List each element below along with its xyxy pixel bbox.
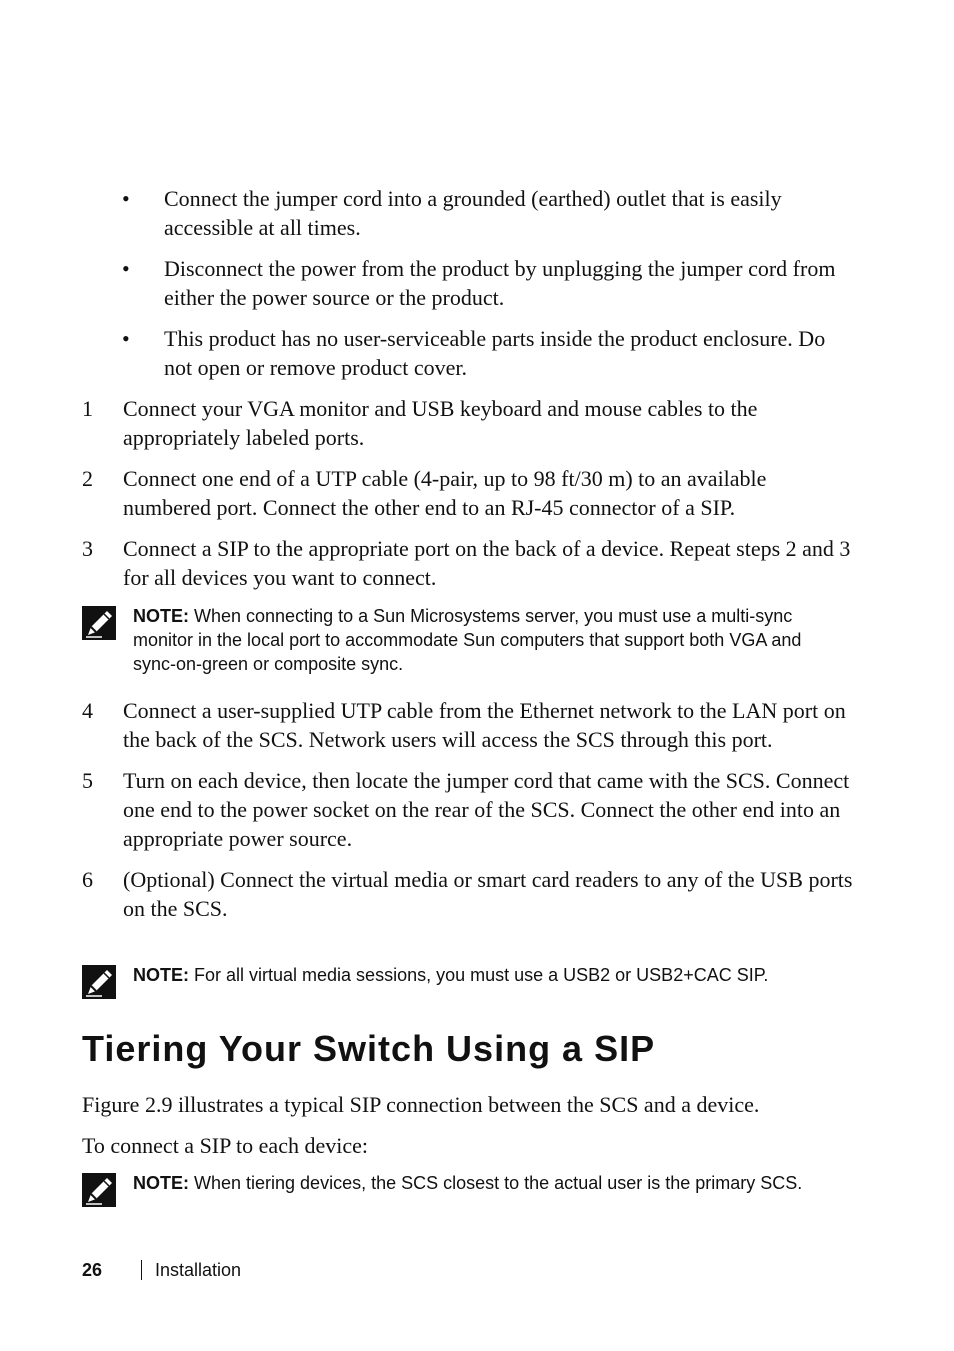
step-text: Connect one end of a UTP cable (4-pair, up to 98 ft/30 m) to an available numbered port. Connect the other end to an RJ-45 connector of a SIP. bbox=[123, 466, 767, 520]
step-item bbox=[80, 394, 855, 452]
step-item bbox=[80, 534, 855, 592]
note-text bbox=[133, 963, 842, 987]
step-number: 5 bbox=[82, 768, 93, 793]
step-text: (Optional) Connect the virtual media or smart card readers to any of the USB ports on the SCS. bbox=[123, 867, 853, 921]
bullet-marker: • bbox=[122, 326, 130, 351]
step-number: 2 bbox=[82, 466, 93, 491]
bullet-item bbox=[122, 184, 852, 242]
step-item bbox=[80, 865, 855, 923]
step-number: 6 bbox=[82, 867, 93, 892]
step-text: Connect your VGA monitor and USB keyboard and mouse cables to the appropriately labeled ports. bbox=[123, 396, 758, 450]
step-item bbox=[80, 696, 855, 754]
step-text: Turn on each device, then locate the jumper cord that came with the SCS. Connect one end to the power socket on the rear of the SCS. Connect the other end into an appropriate power source. bbox=[123, 768, 850, 851]
bullet-item bbox=[122, 324, 852, 382]
bullet-item bbox=[122, 254, 852, 312]
step-item bbox=[80, 464, 855, 522]
pencil-note-icon bbox=[82, 1173, 116, 1207]
note-block bbox=[82, 963, 842, 987]
section-heading: Tiering Your Switch Using a SIP bbox=[82, 1028, 656, 1069]
note-block bbox=[82, 1171, 842, 1195]
bullet-text: Connect the jumper cord into a grounded (earthed) outlet that is easily accessible at all times. bbox=[164, 186, 782, 240]
bullet-list bbox=[122, 184, 852, 394]
footer-divider bbox=[141, 1260, 142, 1280]
numbered-steps-second bbox=[80, 696, 855, 935]
note-label: NOTE: bbox=[133, 1173, 189, 1193]
footer-section-name: Installation bbox=[155, 1260, 242, 1280]
step-number: 1 bbox=[82, 396, 93, 421]
step-item bbox=[80, 766, 855, 853]
note-block bbox=[82, 604, 842, 676]
pencil-note-icon bbox=[82, 965, 116, 999]
pencil-note-icon bbox=[82, 606, 116, 640]
page-number: 26 bbox=[82, 1260, 103, 1280]
bullet-text: This product has no user-serviceable parts inside the product enclosure. Do not open or remove product cover. bbox=[164, 326, 826, 380]
note-text bbox=[133, 1171, 842, 1195]
note-label: NOTE: bbox=[133, 965, 189, 985]
step-number: 3 bbox=[82, 536, 93, 561]
bullet-marker: • bbox=[122, 256, 130, 281]
note-body: When connecting to a Sun Microsystems server, you must use a multi-sync monitor in the local port to accommodate Sun computers that support both VGA and sync-on-green or composite sync. bbox=[133, 606, 802, 674]
body-paragraph: Figure 2.9 illustrates a typical SIP connection between the SCS and a device. bbox=[82, 1092, 760, 1117]
step-text: Connect a SIP to the appropriate port on the back of a device. Repeat steps 2 and 3 for all devices you want to connect. bbox=[123, 536, 851, 590]
step-text: Connect a user-supplied UTP cable from the Ethernet network to the LAN port on the back of the SCS. Network users will access the SCS through this port. bbox=[123, 698, 846, 752]
bullet-text: Disconnect the power from the product by unplugging the jumper cord from either the power source or the product. bbox=[164, 256, 836, 310]
numbered-steps-first bbox=[80, 394, 855, 604]
note-body: When tiering devices, the SCS closest to the actual user is the primary SCS. bbox=[194, 1173, 803, 1193]
note-text bbox=[133, 604, 842, 676]
note-label: NOTE: bbox=[133, 606, 189, 626]
bullet-marker: • bbox=[122, 186, 130, 211]
note-body: For all virtual media sessions, you must use a USB2 or USB2+CAC SIP. bbox=[194, 965, 769, 985]
step-number: 4 bbox=[82, 698, 93, 723]
body-paragraph: To connect a SIP to each device: bbox=[82, 1133, 368, 1158]
